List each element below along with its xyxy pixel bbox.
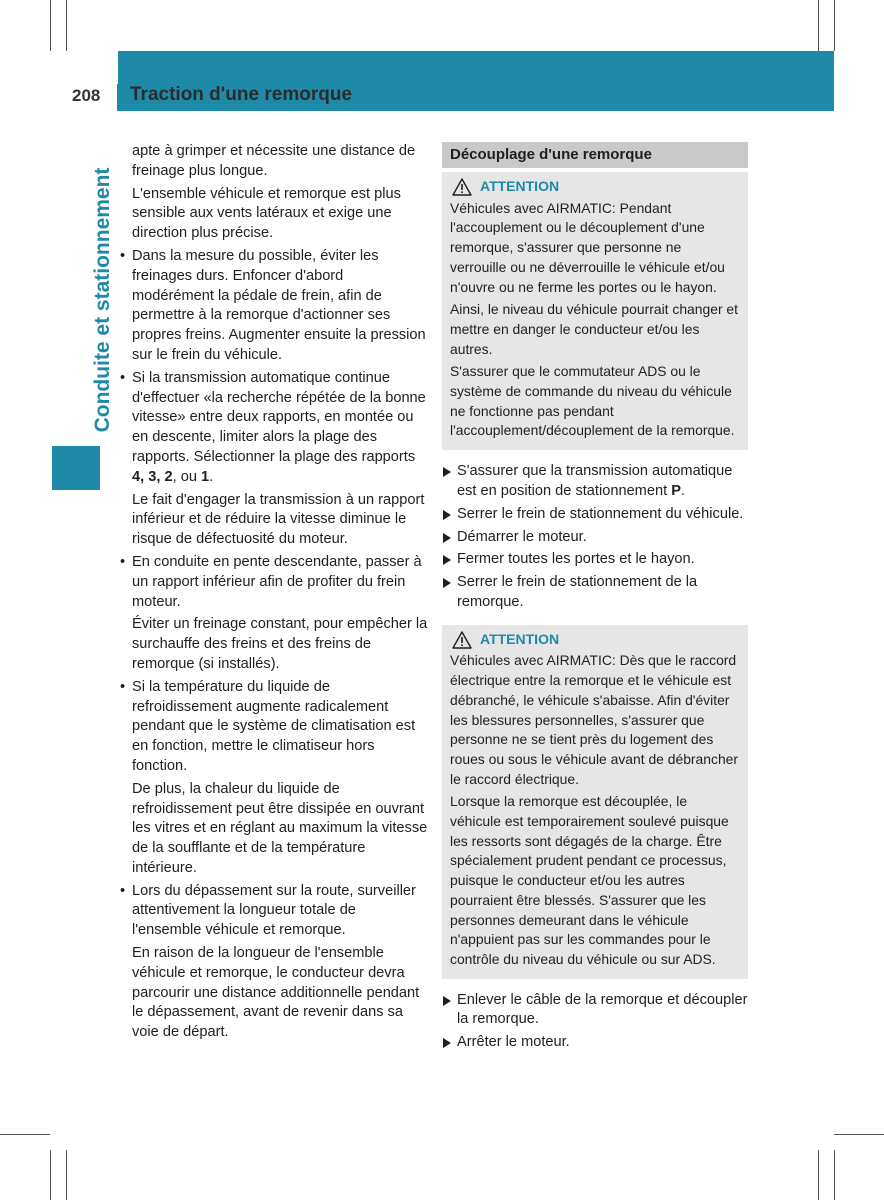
page-number: 208 xyxy=(72,86,101,105)
bullet-item: • Dans la mesure du possible, éviter les freinages durs. Enfoncer d'abord modérément la pédale de frein, afin de permettre à la remorque d'actionner ses propres freins. Augmenter ensuite la pression sur le frein du véhicule. xyxy=(118,247,428,366)
bullet-item: • Si la transmission automatique continue d'effectuer «la recherche répétée de la bonne vitesse» entre deux rapports, en montée ou en descente, limiter alors la plage des rapports. Sélectionner la plage des rapports 4, 3, 2, ou 1. xyxy=(118,369,428,488)
crop-mark xyxy=(0,1134,50,1135)
warning-label: ATTENTION xyxy=(480,630,560,647)
crop-mark xyxy=(834,0,835,51)
paragraph: L'ensemble véhicule et remorque est plus sensible aux vents latéraux et exige une direction plus précise. xyxy=(132,185,401,242)
section-title: Découplage d'une remorque xyxy=(442,142,748,168)
paragraph: apte à grimper et nécessite une distance de freinage plus longue. xyxy=(132,143,416,179)
step-item: Serrer le frein de stationnement du véhicule. xyxy=(442,505,748,525)
warning-triangle-icon xyxy=(452,178,472,196)
paragraph: De plus, la chaleur du liquide de refroidissement peut être dissipée en ouvrant les vitres et en réglant au maximum la vitesse de la soufflante et de la température intérieure. xyxy=(132,780,428,876)
bullet-item: • Lors du dépassement sur la route, surveiller attentivement la longueur totale de l'ensemble véhicule et remorque. xyxy=(118,882,428,941)
warning-triangle-icon xyxy=(452,631,472,649)
step-item: Enlever le câble de la remorque et découpler la remorque. xyxy=(442,991,748,1031)
crop-mark xyxy=(50,0,51,51)
page-title: Traction d'une remorque xyxy=(130,84,352,105)
step-item: Démarrer le moteur. xyxy=(442,528,748,548)
crop-mark xyxy=(818,0,819,51)
warning-text: S'assurer que le commutateur ADS ou le système de commande du niveau du véhicule ne fonctionne pas pendant l'accouplement/découplement de la remorque. xyxy=(450,363,735,439)
paragraph: Éviter un freinage constant, pour empêcher la surchauffe des freins et des freins de remorque (si installés). xyxy=(132,616,428,672)
warning-text: Véhicules avec AIRMATIC: Dès que le raccord électrique entre la remorque et le véhicule est débranché, le véhicule s'abaisse. Afin d'éviter les blessures personnelles, s'assurer que personne ne se tient près du logement des roues ou sous le véhicule avant de débrancher le raccord électrique. xyxy=(450,652,739,787)
warning-text: Lorsque la remorque est découplée, le véhicule est temporairement soulevé puisque les ressorts sont dégagés de la charge. Être spécialement prudent pendant ce processus, puisque le conducteur et/ou les autres pourraient être blessés. S'assurer que les personnes demeurant dans le véhicule n'appuient pas sur les commandes pour le contrôle du niveau du véhicule ou sur ADS. xyxy=(450,793,729,967)
warning-label: ATTENTION xyxy=(480,178,560,194)
warning-header xyxy=(450,177,740,197)
crop-mark xyxy=(66,0,67,51)
crop-mark xyxy=(50,1150,51,1200)
paragraph: Le fait d'engager la transmission à un rapport inférieur et de réduire la vitesse diminue le risque de défectuosité du moteur. xyxy=(132,491,425,548)
step-item: Arrêter le moteur. xyxy=(442,1033,748,1053)
warning-box xyxy=(442,625,748,979)
step-item: Fermer toutes les portes et le hayon. xyxy=(442,550,748,570)
warning-text: Véhicules avec AIRMATIC: Pendant l'accouplement ou le découplement d'une remorque, s'assurer que personne ne verrouille ou ne déverrouille le véhicule et/ou n'ouvre ou ne ferme les portes ou le hayon. xyxy=(450,199,725,295)
paragraph: En raison de la longueur de l'ensemble véhicule et remorque, le conducteur devra parcourir une distance additionnelle pendant le dépassement, avant de revenir dans sa voie de départ. xyxy=(132,945,420,1041)
crop-mark xyxy=(818,1150,819,1200)
warning-box xyxy=(442,172,748,450)
crop-mark xyxy=(66,1150,67,1200)
side-tab-marker xyxy=(52,446,100,490)
warning-text: Ainsi, le niveau du véhicule pourrait changer et mettre en danger le conducteur et/ou les autres. xyxy=(450,301,739,357)
header-divider xyxy=(117,84,118,111)
step-item: Serrer le frein de stationnement de la remorque. xyxy=(442,573,748,613)
right-column xyxy=(442,142,748,1056)
left-column xyxy=(118,142,428,1046)
bullet-item: • Si la température du liquide de refroidissement augmente radicalement pendant que le système de climatisation est en fonction, mettre le climatiseur hors fonction. xyxy=(118,678,428,777)
step-item: S'assurer que la transmission automatique est en position de stationnement P. xyxy=(442,462,748,502)
warning-header xyxy=(450,630,740,650)
side-tab-label: Conduite et stationnement xyxy=(91,167,114,433)
crop-mark xyxy=(834,1134,884,1135)
crop-mark xyxy=(834,1150,835,1200)
bullet-item: • En conduite en pente descendante, passer à un rapport inférieur afin de profiter du frein moteur. xyxy=(118,553,428,612)
